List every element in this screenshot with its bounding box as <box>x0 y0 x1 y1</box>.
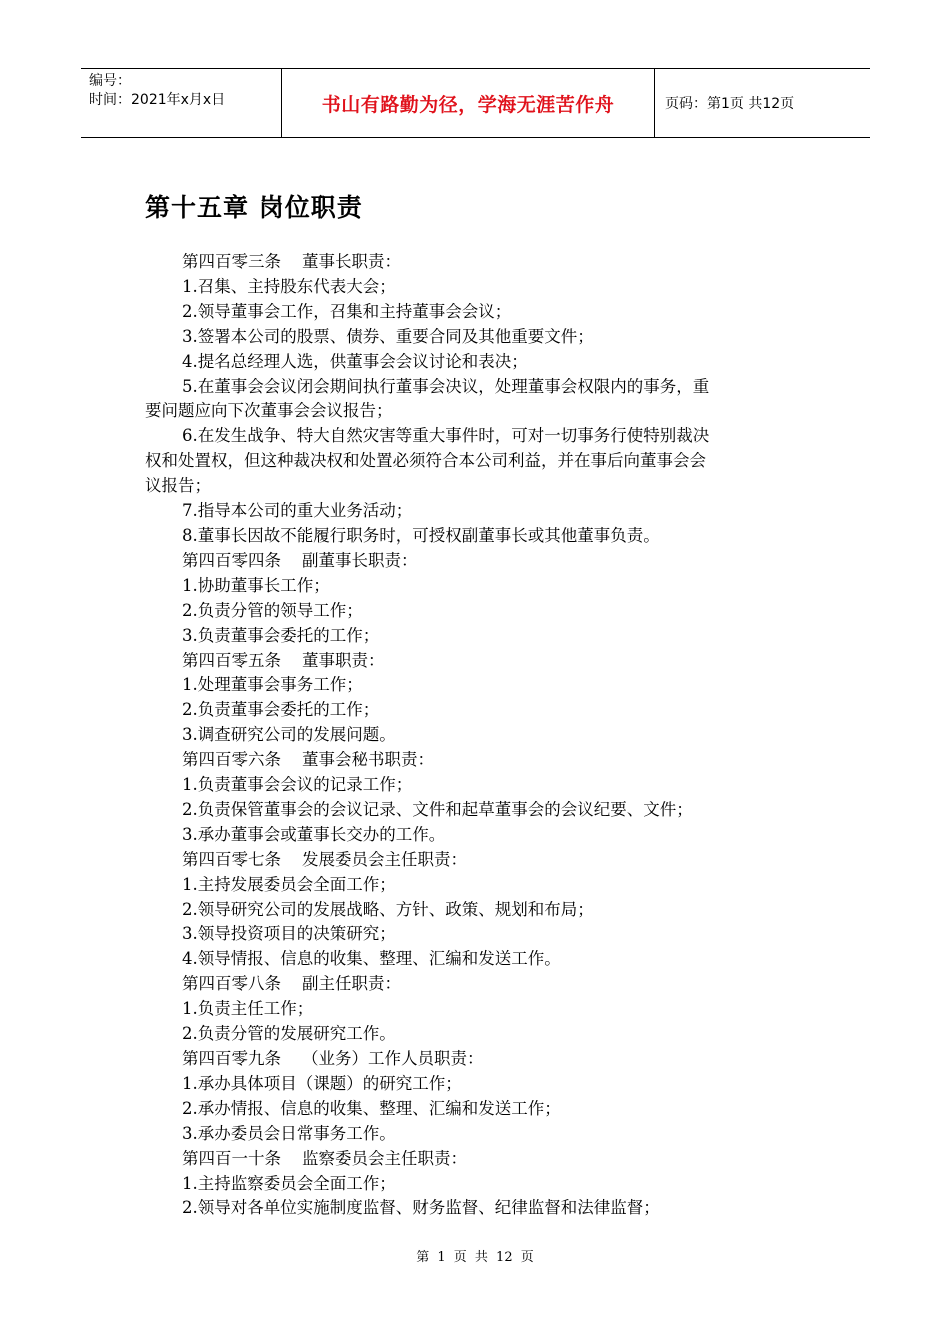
page-footer: 第 1 页 共 12 页 <box>416 1250 534 1265</box>
text-line: 1.处理董事会事务工作； <box>182 675 363 695</box>
text-line: 第四百零八条 副主任职责： <box>182 974 401 994</box>
text-line: 5.在董事会会议闭会期间执行董事会决议，处理董事会权限内的事务，重 <box>182 376 710 396</box>
text-line: 2.承办情报、信息的收集、整理、汇编和发送工作； <box>182 1098 561 1118</box>
text-line: 2.领导董事会工作，召集和主持董事会会议； <box>182 301 512 321</box>
text-line: 第四百零六条 董事会秘书职责： <box>182 750 434 770</box>
header-page-info: 页码：第1页 共12页 <box>665 96 795 112</box>
chapter-title: 第十五章 岗位职责 <box>145 193 363 222</box>
text-line: 2.负责保管董事会的会议记录、文件和起草董事会的会议纪要、文件； <box>182 799 693 819</box>
text-line: 1.承办具体项目（课题）的研究工作； <box>182 1073 462 1093</box>
date-label: 时间：2021年x月x日 <box>89 92 226 108</box>
header-motto: 书山有路勤为径，学海无涯苦作舟 <box>281 69 655 137</box>
text-line: 2.领导对各单位实施制度监督、财务监督、纪律监督和法律监督； <box>182 1198 660 1218</box>
text-line: 第四百一十条 监察委员会主任职责： <box>182 1148 467 1168</box>
text-line: 1.主持发展委员会全面工作； <box>182 874 396 894</box>
text-line: 1.负责董事会会议的记录工作； <box>182 775 413 795</box>
text-line: 议报告； <box>145 476 211 496</box>
text-line: 4.领导情报、信息的收集、整理、汇编和发送工作。 <box>182 949 561 969</box>
text-line: 3.领导投资项目的决策研究； <box>182 924 396 944</box>
text-line: 6.在发生战争、特大自然灾害等重大事件时，可对一切事务行使特别裁决 <box>182 426 710 446</box>
text-line: 第四百零四条 副董事长职责： <box>182 550 418 570</box>
text-line: 第四百零七条 发展委员会主任职责： <box>182 849 467 869</box>
text-line: 2.负责分管的发展研究工作。 <box>182 1024 396 1044</box>
text-line: 2.负责董事会委托的工作； <box>182 700 380 720</box>
text-line: 要问题应向下次董事会会议报告； <box>145 401 393 421</box>
text-line: 第四百零九条 （业务）工作人员职责： <box>182 1049 484 1068</box>
text-line: 1.召集、主持股东代表大会； <box>182 276 396 296</box>
header-meta <box>81 69 281 137</box>
text-line: 3.承办董事会或董事长交办的工作。 <box>182 824 446 844</box>
number-label: 编号： <box>89 73 131 89</box>
page-header <box>81 68 870 138</box>
text-line: 3.调查研究公司的发展问题。 <box>182 725 396 745</box>
text-line: 3.负责董事会委托的工作； <box>182 625 380 645</box>
text-line: 第四百零五条 董事职责： <box>182 650 385 670</box>
text-line: 3.承办委员会日常事务工作。 <box>182 1123 396 1143</box>
text-line: 1.主持监察委员会全面工作； <box>182 1173 396 1193</box>
text-line: 8.董事长因故不能履行职务时，可授权副董事长或其他董事负责。 <box>182 525 660 545</box>
text-line: 1.负责主任工作； <box>182 999 314 1019</box>
text-line: 第四百零三条 董事长职责： <box>182 252 401 271</box>
text-line: 2.领导研究公司的发展战略、方针、政策、规划和布局； <box>182 899 594 919</box>
text-line: 3.签署本公司的股票、债券、重要合同及其他重要文件； <box>182 326 594 346</box>
text-line: 权和处置权，但这种裁决权和处置必须符合本公司利益，并在事后向董事会会 <box>145 451 706 471</box>
text-line: 7.指导本公司的重大业务活动； <box>182 501 413 521</box>
text-line: 1.协助董事长工作； <box>182 575 330 595</box>
text-line: 2.负责分管的领导工作； <box>182 600 363 620</box>
text-line: 4.提名总经理人选，供董事会会议讨论和表决； <box>182 351 528 371</box>
article-body <box>145 250 805 1221</box>
